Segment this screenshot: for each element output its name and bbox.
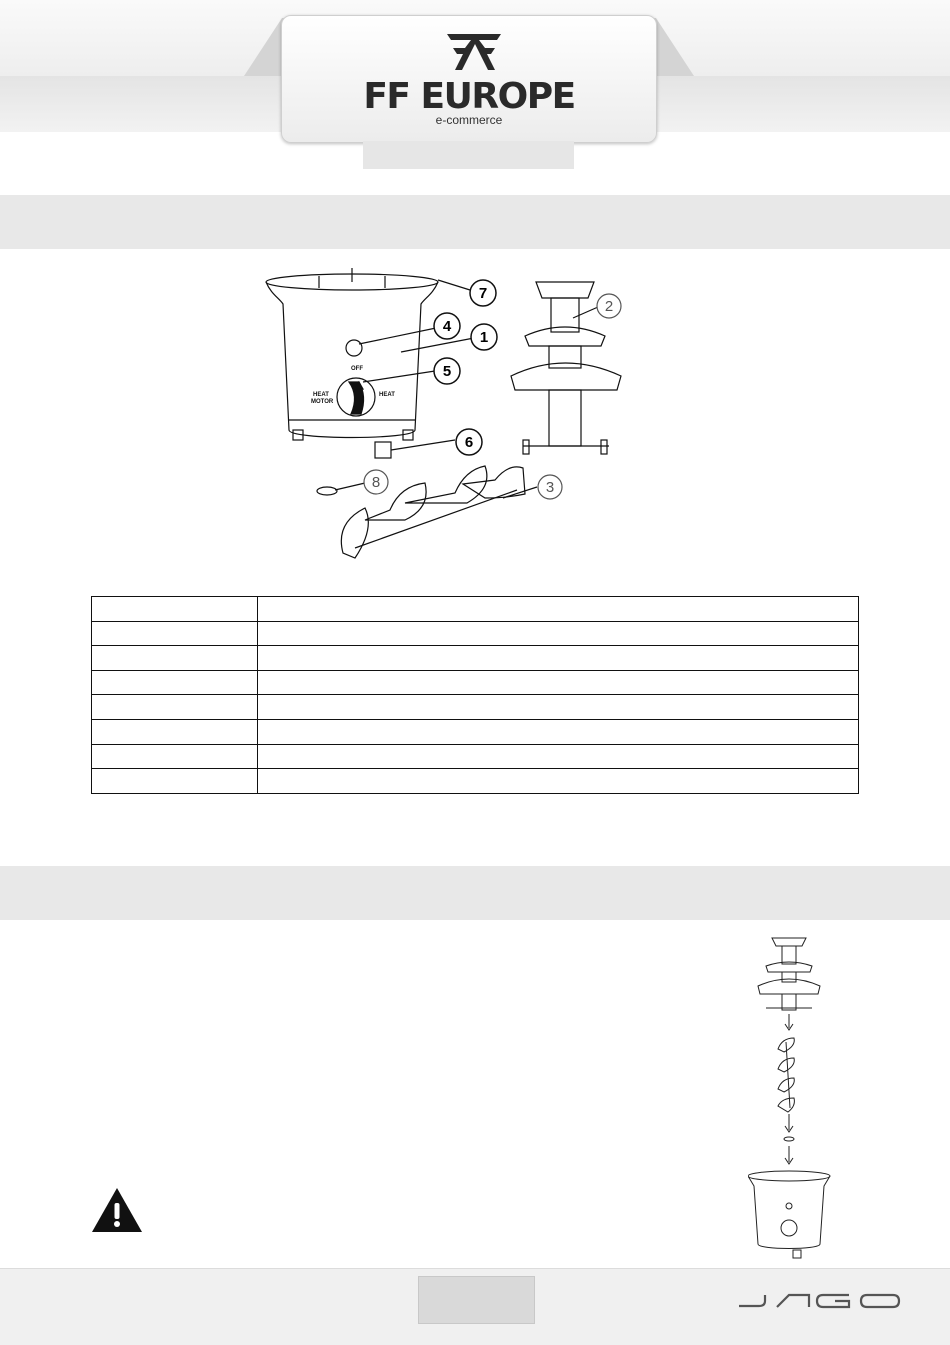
table-cell [92, 597, 258, 622]
warning-triangle-icon [90, 1186, 144, 1234]
table-cell [92, 744, 258, 769]
callout-8 [364, 470, 388, 494]
section-bar-assembly [0, 866, 950, 920]
dial-label-heat-motor-1: HEAT [313, 392, 329, 398]
table-cell [258, 695, 859, 720]
table-row [92, 719, 859, 744]
table-row [92, 769, 859, 794]
table-row [92, 695, 859, 720]
table-cell [258, 621, 859, 646]
product-parts-diagram [255, 258, 635, 576]
base-unit [266, 268, 438, 458]
table-row [92, 646, 859, 671]
table-cell [92, 646, 258, 671]
svg-text:3: 3 [545, 479, 555, 496]
dial-label-heat-motor-2: MOTOR [311, 399, 334, 405]
table-cell [92, 719, 258, 744]
brand-tagline: e-commerce [435, 113, 503, 127]
table-cell [92, 695, 258, 720]
page-number-box [418, 1276, 535, 1324]
table-row [92, 744, 859, 769]
svg-text:4: 4 [442, 318, 452, 335]
parts-table [91, 596, 859, 794]
svg-text:5: 5 [442, 363, 452, 380]
table-cell [92, 621, 258, 646]
callout-5 [434, 358, 460, 384]
svg-text:8: 8 [371, 474, 381, 491]
table-row [92, 597, 859, 622]
table-cell [258, 719, 859, 744]
table-cell [258, 597, 859, 622]
table-cell [92, 670, 258, 695]
header-tab [363, 141, 574, 169]
svg-text:2: 2 [604, 298, 614, 315]
table-cell [258, 670, 859, 695]
callout-3 [538, 475, 562, 499]
section-bar-parts [0, 195, 950, 249]
brand-name: FF EUROPE [363, 76, 575, 117]
assembly-diagram [748, 934, 838, 1264]
table-row [92, 621, 859, 646]
callout-7 [470, 280, 496, 306]
dial-label-off: OFF [351, 366, 363, 372]
callout-4 [434, 313, 460, 339]
dial-label-heat: HEAT [379, 392, 395, 398]
callout-2 [597, 294, 621, 318]
table-cell [258, 769, 859, 794]
table-cell [92, 769, 258, 794]
callout-6 [456, 429, 482, 455]
svg-text:7: 7 [478, 285, 488, 302]
ff-monogram-icon [445, 32, 503, 72]
svg-text:1: 1 [479, 329, 489, 346]
svg-text:6: 6 [464, 434, 474, 451]
table-cell [258, 646, 859, 671]
table-cell [258, 744, 859, 769]
table-row [92, 670, 859, 695]
seal-ring [317, 487, 337, 495]
logo-plate [281, 15, 657, 143]
callout-1 [471, 324, 497, 350]
jago-logo [737, 1293, 901, 1309]
